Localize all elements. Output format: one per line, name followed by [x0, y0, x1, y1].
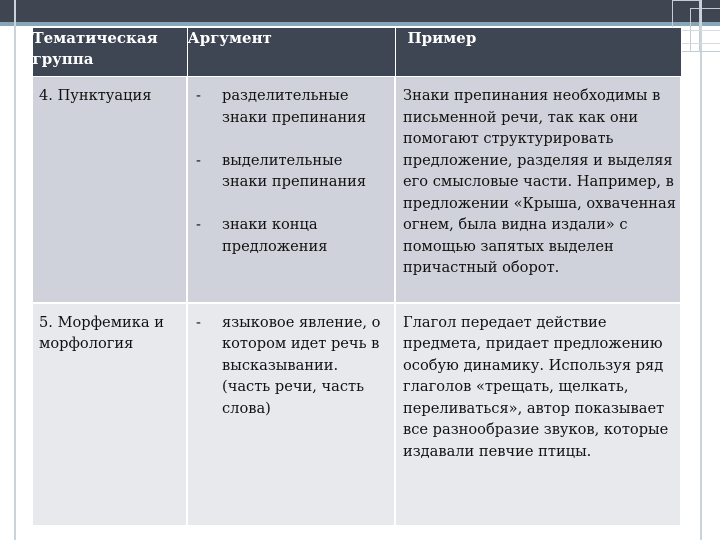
argument-text: разделительные знаки препинания — [222, 87, 367, 126]
argument-text: знаки конца предложения — [222, 216, 328, 255]
slide-top-bar — [0, 0, 720, 22]
argument-dash: - — [196, 313, 201, 331]
decorative-frame — [680, 30, 720, 44]
header-example: Пример — [395, 28, 681, 77]
row-arguments — [187, 77, 395, 303]
header-argument: Аргумент — [187, 28, 395, 77]
argument-table — [31, 27, 682, 525]
argument-item — [196, 150, 390, 193]
header-group: Тематическая группа — [32, 28, 187, 77]
row-group: 5. Морфемика и морфология — [32, 303, 187, 526]
argument-dash: - — [196, 216, 201, 233]
table-row — [32, 77, 681, 303]
table-header-row — [32, 28, 681, 77]
argument-dash: - — [196, 151, 201, 169]
row-example: Знаки препинания необходимы в письменной речи, так как они помогают структурировать предложение, разделяя и выделяя его смысловые части. Например, в предложении «Крыша, охваченная огнем, была видна издали» с помощью запятых выделен причастный оборот. — [395, 77, 681, 303]
row-group: 4. Пунктуация — [32, 77, 187, 303]
argument-text: языковое явление, о котором идет речь в высказывании. (часть речи, часть слова) — [222, 313, 381, 417]
argument-item — [196, 214, 390, 257]
row-example: Глагол передает действие предмета, придает предложению особую динамику. Используя ряд глаголов «трещать, щелкать, переливаться», автор показывает все разнообразие звуков, которые издавали певчие птицы. — [395, 303, 681, 526]
slide-accent-strip — [0, 22, 720, 26]
table-row — [32, 303, 681, 526]
argument-text: выделительные знаки препинания — [222, 151, 367, 190]
argument-dash: - — [196, 87, 201, 104]
row-arguments — [187, 303, 395, 526]
decorative-left-line — [14, 0, 16, 540]
argument-item — [196, 85, 390, 128]
argument-item — [196, 312, 390, 420]
decorative-right-line — [700, 0, 702, 540]
